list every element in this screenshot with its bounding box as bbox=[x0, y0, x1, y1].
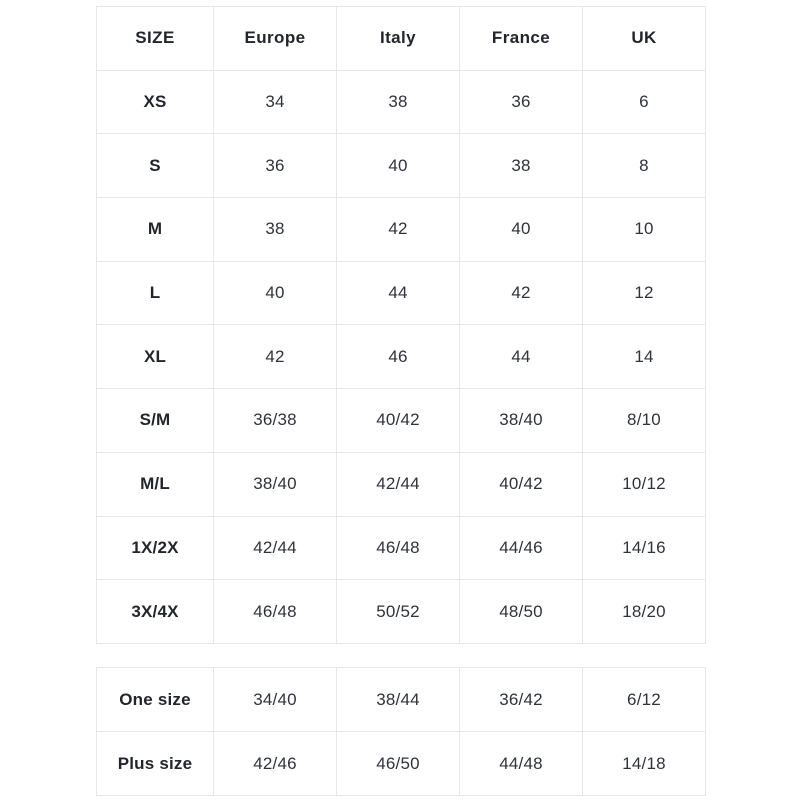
cell-europe: 34/40 bbox=[214, 668, 337, 732]
cell-europe: 46/48 bbox=[214, 580, 337, 644]
cell-uk: 8 bbox=[583, 134, 706, 198]
table-header-row bbox=[97, 7, 706, 71]
column-header-size: SIZE bbox=[97, 7, 214, 71]
cell-europe: 40 bbox=[214, 261, 337, 325]
cell-europe: 42 bbox=[214, 325, 337, 389]
one-size-table bbox=[96, 667, 706, 796]
cell-size: One size bbox=[97, 668, 214, 732]
cell-europe: 38 bbox=[214, 198, 337, 262]
cell-size: M bbox=[97, 198, 214, 262]
cell-france: 44/46 bbox=[460, 516, 583, 580]
cell-italy: 38 bbox=[337, 70, 460, 134]
cell-italy: 50/52 bbox=[337, 580, 460, 644]
cell-size: XS bbox=[97, 70, 214, 134]
one-size-table-container bbox=[96, 667, 704, 796]
cell-size: 3X/4X bbox=[97, 580, 214, 644]
size-chart-table-container bbox=[96, 6, 704, 644]
table-row bbox=[97, 198, 706, 262]
column-header-europe: Europe bbox=[214, 7, 337, 71]
cell-france: 38 bbox=[460, 134, 583, 198]
cell-italy: 38/44 bbox=[337, 668, 460, 732]
table-row bbox=[97, 668, 706, 732]
cell-size: XL bbox=[97, 325, 214, 389]
cell-uk: 10/12 bbox=[583, 452, 706, 516]
column-header-france: France bbox=[460, 7, 583, 71]
cell-italy: 46 bbox=[337, 325, 460, 389]
cell-europe: 42/46 bbox=[214, 732, 337, 796]
table-row bbox=[97, 70, 706, 134]
cell-uk: 12 bbox=[583, 261, 706, 325]
cell-france: 38/40 bbox=[460, 389, 583, 453]
cell-size: M/L bbox=[97, 452, 214, 516]
cell-uk: 10 bbox=[583, 198, 706, 262]
cell-france: 40 bbox=[460, 198, 583, 262]
cell-france: 48/50 bbox=[460, 580, 583, 644]
cell-france: 40/42 bbox=[460, 452, 583, 516]
cell-uk: 18/20 bbox=[583, 580, 706, 644]
cell-italy: 42 bbox=[337, 198, 460, 262]
cell-italy: 44 bbox=[337, 261, 460, 325]
table-row bbox=[97, 389, 706, 453]
column-header-uk: UK bbox=[583, 7, 706, 71]
cell-size: Plus size bbox=[97, 732, 214, 796]
cell-italy: 42/44 bbox=[337, 452, 460, 516]
table-row bbox=[97, 134, 706, 198]
cell-europe: 34 bbox=[214, 70, 337, 134]
size-chart-table bbox=[96, 6, 706, 644]
cell-uk: 6 bbox=[583, 70, 706, 134]
table-row bbox=[97, 516, 706, 580]
cell-uk: 14 bbox=[583, 325, 706, 389]
column-header-italy: Italy bbox=[337, 7, 460, 71]
table-row bbox=[97, 261, 706, 325]
cell-italy: 40/42 bbox=[337, 389, 460, 453]
cell-france: 42 bbox=[460, 261, 583, 325]
table-row bbox=[97, 325, 706, 389]
cell-france: 36/42 bbox=[460, 668, 583, 732]
cell-europe: 38/40 bbox=[214, 452, 337, 516]
cell-uk: 8/10 bbox=[583, 389, 706, 453]
cell-france: 44/48 bbox=[460, 732, 583, 796]
cell-europe: 42/44 bbox=[214, 516, 337, 580]
cell-size: 1X/2X bbox=[97, 516, 214, 580]
table-row bbox=[97, 732, 706, 796]
cell-size: S/M bbox=[97, 389, 214, 453]
table-row bbox=[97, 452, 706, 516]
cell-italy: 46/50 bbox=[337, 732, 460, 796]
cell-size: L bbox=[97, 261, 214, 325]
cell-europe: 36 bbox=[214, 134, 337, 198]
cell-italy: 40 bbox=[337, 134, 460, 198]
cell-italy: 46/48 bbox=[337, 516, 460, 580]
cell-uk: 6/12 bbox=[583, 668, 706, 732]
cell-france: 44 bbox=[460, 325, 583, 389]
table-row bbox=[97, 580, 706, 644]
cell-uk: 14/16 bbox=[583, 516, 706, 580]
cell-uk: 14/18 bbox=[583, 732, 706, 796]
cell-europe: 36/38 bbox=[214, 389, 337, 453]
cell-france: 36 bbox=[460, 70, 583, 134]
cell-size: S bbox=[97, 134, 214, 198]
